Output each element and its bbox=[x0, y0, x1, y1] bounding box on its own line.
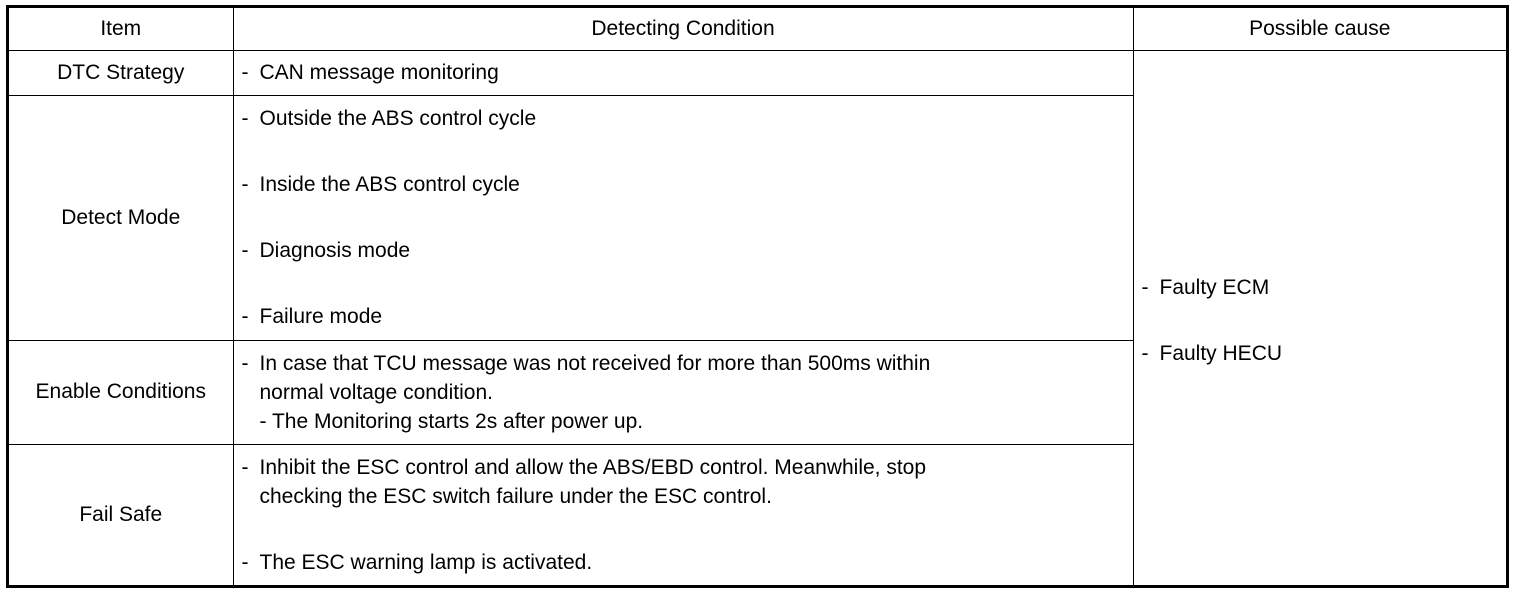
condition-line bbox=[242, 236, 1133, 265]
condition-cell bbox=[233, 340, 1133, 444]
condition-cell bbox=[233, 444, 1133, 585]
cause-line bbox=[1142, 339, 1507, 368]
condition-line bbox=[242, 548, 1133, 577]
header-row bbox=[9, 8, 1506, 50]
item-detect-mode: Detect Mode bbox=[9, 95, 233, 340]
condition-continuation: checking the ESC switch failure under the ESC control. bbox=[259, 484, 772, 508]
condition-subnote: - The Monitoring starts 2s after power up. bbox=[259, 409, 644, 433]
condition-text: Inhibit the ESC control and allow the ABS/EBD control. Meanwhile, stop bbox=[259, 455, 927, 479]
condition-line bbox=[242, 302, 1133, 331]
condition-cell bbox=[233, 50, 1133, 95]
dtc-table-frame bbox=[6, 5, 1509, 588]
table-row bbox=[9, 50, 1506, 95]
bullet-dash: - bbox=[241, 173, 249, 196]
bullet-dash: - bbox=[1141, 342, 1149, 365]
condition-text: Diagnosis mode bbox=[259, 239, 411, 262]
condition-text: Failure mode bbox=[259, 305, 383, 328]
condition-text: Inside the ABS control cycle bbox=[259, 173, 520, 196]
condition-line bbox=[242, 453, 1133, 482]
item-enable-conditions: Enable Conditions bbox=[9, 340, 233, 444]
header-item: Item bbox=[9, 8, 233, 50]
bullet-dash: - bbox=[241, 351, 249, 375]
header-detecting-condition: Detecting Condition bbox=[233, 8, 1133, 50]
condition-continuation: normal voltage condition. bbox=[259, 380, 493, 404]
item-dtc-strategy: DTC Strategy bbox=[9, 50, 233, 95]
condition-text: CAN message monitoring bbox=[259, 61, 499, 84]
bullet-dash: - bbox=[241, 107, 249, 130]
condition-cell bbox=[233, 95, 1133, 340]
condition-line bbox=[242, 349, 1133, 378]
possible-cause-cell bbox=[1133, 50, 1506, 585]
bullet-dash: - bbox=[241, 550, 249, 574]
item-fail-safe: Fail Safe bbox=[9, 444, 233, 585]
condition-text: The ESC warning lamp is activated. bbox=[259, 550, 593, 574]
header-possible-cause: Possible cause bbox=[1133, 8, 1506, 50]
bullet-dash: - bbox=[241, 455, 249, 479]
condition-line bbox=[242, 104, 1133, 133]
possible-cause-list bbox=[1142, 273, 1507, 368]
bullet-dash: - bbox=[241, 239, 249, 262]
dtc-table bbox=[9, 8, 1506, 586]
condition-line bbox=[242, 58, 1133, 87]
bullet-dash: - bbox=[241, 305, 249, 328]
condition-text: Outside the ABS control cycle bbox=[259, 107, 537, 130]
condition-line bbox=[242, 170, 1133, 199]
cause-text: Faulty HECU bbox=[1159, 342, 1283, 365]
cause-text: Faulty ECM bbox=[1159, 276, 1270, 299]
bullet-dash: - bbox=[1141, 276, 1149, 299]
condition-text: In case that TCU message was not received for more than 500ms within bbox=[259, 351, 931, 375]
bullet-dash: - bbox=[241, 61, 249, 84]
cause-line bbox=[1142, 273, 1507, 302]
